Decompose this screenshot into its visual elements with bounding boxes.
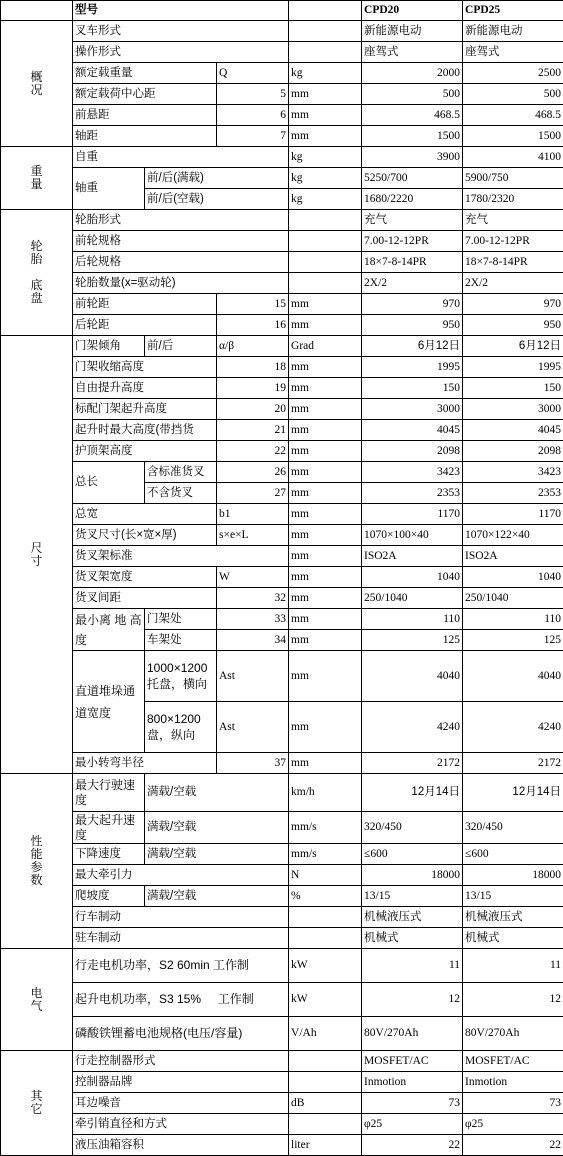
unit-cell: kW xyxy=(289,983,362,1017)
sub-label: 不含货叉 xyxy=(145,483,217,504)
table-row xyxy=(1,42,563,63)
unit-cell: mm xyxy=(289,753,362,774)
row-label: 行车制动 xyxy=(73,907,289,928)
row-label: 磷酸铁锂蓄电池规格(电压/容量) xyxy=(73,1017,289,1051)
value-cpd25: 1170 xyxy=(463,504,563,525)
value-cpd25: 12月14日 xyxy=(463,774,563,812)
value-cpd20: 80V/270Ah xyxy=(362,1017,463,1051)
row-label: 牵引销直径和方式 xyxy=(73,1114,289,1135)
value-cpd25: 3000 xyxy=(463,399,563,420)
unit-cell: mm xyxy=(289,126,362,147)
unit-cell xyxy=(289,231,362,252)
value-cpd20: 2353 xyxy=(362,483,463,504)
value-cpd20: 1170 xyxy=(362,504,463,525)
table-row xyxy=(1,210,563,231)
ref-number: 26 xyxy=(217,462,289,483)
value-cpd25: 2X/2 xyxy=(463,273,563,294)
value-cpd25: 110 xyxy=(463,609,563,630)
row-label: 行走控制器形式 xyxy=(73,1051,289,1072)
model-label: 型号 xyxy=(73,1,289,21)
section-other: 其 它 xyxy=(1,1051,73,1156)
unit-cell: kg xyxy=(289,189,362,210)
value-cpd25: ≤600 xyxy=(463,844,563,865)
value-cpd25: 320/450 xyxy=(463,812,563,844)
table-row xyxy=(1,147,563,168)
ref-number: 7 xyxy=(217,126,289,147)
row-label: 耳边噪音 xyxy=(73,1093,289,1114)
value-cpd20: 1500 xyxy=(362,126,463,147)
ref-number: 18 xyxy=(217,357,289,378)
sub-label: 1000×1200托盘，横向 xyxy=(145,651,217,702)
ref-number: 6 xyxy=(217,105,289,126)
value-cpd20: 970 xyxy=(362,294,463,315)
value-cpd20: 座驾式 xyxy=(362,42,463,63)
value-cpd20: 2098 xyxy=(362,441,463,462)
unit-cell: mm xyxy=(289,546,362,567)
value-cpd20: 150 xyxy=(362,378,463,399)
row-label: 最大起升速度 xyxy=(73,812,145,844)
table-row xyxy=(1,886,563,907)
table-row xyxy=(1,63,563,84)
unit-cell: mm xyxy=(289,294,362,315)
value-cpd25: 1500 xyxy=(463,126,563,147)
unit-cell: mm xyxy=(289,315,362,336)
table-row xyxy=(1,525,563,546)
value-cpd25: 80V/270Ah xyxy=(463,1017,563,1051)
unit-cell: mm xyxy=(289,630,362,651)
value-cpd20: ISO2A xyxy=(362,546,463,567)
model-cpd25: CPD25 xyxy=(463,1,563,21)
value-cpd20: 2000 xyxy=(362,63,463,84)
sub-label: 满载/空载 xyxy=(145,844,289,865)
row-label: 最大牵引力 xyxy=(73,865,289,886)
value-cpd20: 2172 xyxy=(362,753,463,774)
unit-cell: mm/s xyxy=(289,844,362,865)
ref-number: 32 xyxy=(217,588,289,609)
row-label: 货叉架宽度 xyxy=(73,567,217,588)
row-label: 自由提升高度 xyxy=(73,378,217,399)
unit-cell: mm xyxy=(289,702,362,753)
unit-cell xyxy=(289,21,362,42)
value-cpd25: 500 xyxy=(463,84,563,105)
value-cpd20: 500 xyxy=(362,84,463,105)
value-cpd20: 4040 xyxy=(362,651,463,702)
unit-cell xyxy=(289,210,362,231)
unit-cell: mm xyxy=(289,483,362,504)
value-cpd25: 机械式 xyxy=(463,928,563,949)
table-row xyxy=(1,399,563,420)
symbol-cell: Ast xyxy=(217,651,289,702)
value-cpd20: 110 xyxy=(362,609,463,630)
row-label: 后轮距 xyxy=(73,315,217,336)
row-label: 最大行驶速度 xyxy=(73,774,145,812)
table-row xyxy=(1,546,563,567)
value-cpd25: 2172 xyxy=(463,753,563,774)
unit-cell: km/h xyxy=(289,774,362,812)
ref-number: 20 xyxy=(217,399,289,420)
section-dimensions: 尺 寸 xyxy=(1,336,73,774)
row-label: 后轮规格 xyxy=(73,252,289,273)
ref-number: 16 xyxy=(217,315,289,336)
table-row xyxy=(1,441,563,462)
value-cpd20: ≤600 xyxy=(362,844,463,865)
row-label: 行走电机功率，S2 60min 工作制 xyxy=(73,949,289,983)
unit-cell: mm xyxy=(289,357,362,378)
value-cpd20: 1040 xyxy=(362,567,463,588)
value-cpd20: 12月14日 xyxy=(362,774,463,812)
table-row xyxy=(1,126,563,147)
row-label: 门架倾角 xyxy=(73,336,145,357)
value-cpd20: 4240 xyxy=(362,702,463,753)
unit-cell: mm xyxy=(289,378,362,399)
table-row xyxy=(1,168,563,189)
value-cpd25: 1040 xyxy=(463,567,563,588)
unit-cell xyxy=(289,42,362,63)
value-cpd25: 2500 xyxy=(463,63,563,84)
unit-cell: N xyxy=(289,865,362,886)
table-row xyxy=(1,774,563,812)
ref-number: 5 xyxy=(217,84,289,105)
row-label: 门架收缩高度 xyxy=(73,357,217,378)
table-row xyxy=(1,907,563,928)
value-cpd20: 320/450 xyxy=(362,812,463,844)
sub-label: 满载/空载 xyxy=(145,886,289,907)
sub-label: 车架处 xyxy=(145,630,217,651)
sub-label: 前/后(空载) xyxy=(145,189,289,210)
sub-label: 前/后 xyxy=(145,336,217,357)
table-row xyxy=(1,231,563,252)
unit-cell: kW xyxy=(289,949,362,983)
value-cpd25: 3423 xyxy=(463,462,563,483)
unit-cell: mm xyxy=(289,105,362,126)
table-row xyxy=(1,252,563,273)
unit-cell xyxy=(289,252,362,273)
table-row xyxy=(1,84,563,105)
sub-label: 满载/空载 xyxy=(145,774,289,812)
value-cpd25: MOSFET/AC xyxy=(463,1051,563,1072)
value-cpd20: 468.5 xyxy=(362,105,463,126)
row-label: 额定载重量 xyxy=(73,63,217,84)
value-cpd20: 1680/2220 xyxy=(362,189,463,210)
table-row xyxy=(1,1114,563,1135)
value-cpd25: ISO2A xyxy=(463,546,563,567)
unit-cell: mm xyxy=(289,441,362,462)
unit-cell: liter xyxy=(289,1135,362,1156)
value-cpd25: 4045 xyxy=(463,420,563,441)
ref-number: 27 xyxy=(217,483,289,504)
table-row xyxy=(1,983,563,1017)
blank-cell xyxy=(1,1,73,21)
value-cpd25: 150 xyxy=(463,378,563,399)
table-row xyxy=(1,651,563,702)
value-cpd20: 2X/2 xyxy=(362,273,463,294)
row-label: 总长 xyxy=(73,462,145,504)
table-row xyxy=(1,1135,563,1156)
ref-number: 33 xyxy=(217,609,289,630)
symbol-cell: Q xyxy=(217,63,289,84)
value-cpd25: 4040 xyxy=(463,651,563,702)
ref-number: 19 xyxy=(217,378,289,399)
unit-cell: mm xyxy=(289,420,362,441)
unit-cell: dB xyxy=(289,1093,362,1114)
table-row xyxy=(1,865,563,886)
value-cpd20: 3000 xyxy=(362,399,463,420)
unit-cell: mm/s xyxy=(289,812,362,844)
symbol-cell: W xyxy=(217,567,289,588)
unit-cell: mm xyxy=(289,588,362,609)
value-cpd20: 3900 xyxy=(362,147,463,168)
value-cpd25: 73 xyxy=(463,1093,563,1114)
symbol-cell: s×e×L xyxy=(217,525,289,546)
row-label: 前轮距 xyxy=(73,294,217,315)
sub-label: 800×1200盘，纵向 xyxy=(145,702,217,753)
value-cpd25: 125 xyxy=(463,630,563,651)
sub-label: 前/后(满载) xyxy=(145,168,289,189)
row-label: 最小离 地 高度 xyxy=(73,609,145,651)
unit-cell: mm xyxy=(289,651,362,702)
unit-cell: mm xyxy=(289,504,362,525)
unit-cell: mm xyxy=(289,609,362,630)
row-label: 控制器品牌 xyxy=(73,1072,289,1093)
table-row xyxy=(1,315,563,336)
model-cpd20: CPD20 xyxy=(362,1,463,21)
ref-number: 21 xyxy=(217,420,289,441)
section-overview: 概 况 xyxy=(1,21,73,147)
value-cpd25: 新能源电动 xyxy=(463,21,563,42)
unit-cell xyxy=(289,273,362,294)
value-cpd25: 970 xyxy=(463,294,563,315)
unit-cell: kg xyxy=(289,147,362,168)
value-cpd20: 机械液压式 xyxy=(362,907,463,928)
row-label: 货叉间距 xyxy=(73,588,217,609)
table-row xyxy=(1,812,563,844)
blank-cell xyxy=(289,1,362,21)
unit-cell: Grad xyxy=(289,336,362,357)
value-cpd25: φ25 xyxy=(463,1114,563,1135)
table-row xyxy=(1,420,563,441)
row-label: 额定载荷中心距 xyxy=(73,84,217,105)
symbol-cell: b1 xyxy=(217,504,289,525)
value-cpd20: MOSFET/AC xyxy=(362,1051,463,1072)
value-cpd25: 11 xyxy=(463,949,563,983)
unit-cell: mm xyxy=(289,462,362,483)
value-cpd25: 机械液压式 xyxy=(463,907,563,928)
row-label: 轴重 xyxy=(73,168,145,210)
row-label: 护顶架高度 xyxy=(73,441,217,462)
unit-cell: mm xyxy=(289,525,362,546)
row-label: 总宽 xyxy=(73,504,217,525)
row-label: 前轮规格 xyxy=(73,231,289,252)
row-label: 起升时最大高度(带挡货 xyxy=(73,420,217,441)
section-performance: 性 能 参 数 xyxy=(1,774,73,949)
table-row xyxy=(1,105,563,126)
unit-cell xyxy=(289,1072,362,1093)
value-cpd20: 13/15 xyxy=(362,886,463,907)
table-row xyxy=(1,504,563,525)
symbol-cell: Ast xyxy=(217,702,289,753)
section-weight: 重 量 xyxy=(1,147,73,210)
unit-cell: mm xyxy=(289,84,362,105)
table-row xyxy=(1,462,563,483)
value-cpd25: 22 xyxy=(463,1135,563,1156)
sub-label: 含标准货叉 xyxy=(145,462,217,483)
value-cpd25: 座驾式 xyxy=(463,42,563,63)
value-cpd20: 11 xyxy=(362,949,463,983)
value-cpd20: 125 xyxy=(362,630,463,651)
value-cpd25: 468.5 xyxy=(463,105,563,126)
row-label: 标配门架起升高度 xyxy=(73,399,217,420)
row-label: 自重 xyxy=(73,147,289,168)
table-row xyxy=(1,609,563,630)
table-row xyxy=(1,336,563,357)
table-row xyxy=(1,357,563,378)
row-label: 叉车形式 xyxy=(73,21,289,42)
value-cpd25: 1070×122×40 xyxy=(463,525,563,546)
sub-label: 满载/空载 xyxy=(145,812,289,844)
unit-cell: % xyxy=(289,886,362,907)
unit-cell: kg xyxy=(289,63,362,84)
value-cpd25: 18×7-8-14PR xyxy=(463,252,563,273)
table-row xyxy=(1,949,563,983)
table-row xyxy=(1,1093,563,1114)
value-cpd20: 250/1040 xyxy=(362,588,463,609)
value-cpd20: 73 xyxy=(362,1093,463,1114)
value-cpd25: 4100 xyxy=(463,147,563,168)
table-row xyxy=(1,928,563,949)
row-label: 操作形式 xyxy=(73,42,289,63)
value-cpd25: 12 xyxy=(463,983,563,1017)
ref-number: 37 xyxy=(217,753,289,774)
row-label: 货叉架标准 xyxy=(73,546,289,567)
table-row xyxy=(1,844,563,865)
table-row xyxy=(1,273,563,294)
unit-cell xyxy=(289,1051,362,1072)
table-row xyxy=(1,753,563,774)
unit-cell: V/Ah xyxy=(289,1017,362,1051)
value-cpd25: 1780/2320 xyxy=(463,189,563,210)
value-cpd20: 12 xyxy=(362,983,463,1017)
row-label: 液压油箱容积 xyxy=(73,1135,289,1156)
row-label: 驻车制动 xyxy=(73,928,289,949)
table-row xyxy=(1,1051,563,1072)
value-cpd25: 18000 xyxy=(463,865,563,886)
value-cpd25: Inmotion xyxy=(463,1072,563,1093)
unit-cell: mm xyxy=(289,567,362,588)
row-label: 货叉尺寸(长×宽×厚) xyxy=(73,525,217,546)
ref-number: 22 xyxy=(217,441,289,462)
value-cpd20: 机械式 xyxy=(362,928,463,949)
value-cpd20: 4045 xyxy=(362,420,463,441)
value-cpd25: 950 xyxy=(463,315,563,336)
value-cpd20: 22 xyxy=(362,1135,463,1156)
value-cpd20: 18000 xyxy=(362,865,463,886)
table-row xyxy=(1,567,563,588)
value-cpd25: 2353 xyxy=(463,483,563,504)
value-cpd20: 18×7-8-14PR xyxy=(362,252,463,273)
row-label: 下降速度 xyxy=(73,844,145,865)
value-cpd20: 950 xyxy=(362,315,463,336)
value-cpd20: 5250/700 xyxy=(362,168,463,189)
ref-number: 34 xyxy=(217,630,289,651)
row-label: 轮胎形式 xyxy=(73,210,289,231)
row-label: 爬坡度 xyxy=(73,886,145,907)
table-row xyxy=(1,1017,563,1051)
value-cpd20: 3423 xyxy=(362,462,463,483)
section-tires: 轮 胎 底 盘 xyxy=(1,210,73,336)
value-cpd25: 充气 xyxy=(463,210,563,231)
value-cpd20: φ25 xyxy=(362,1114,463,1135)
value-cpd25: 1995 xyxy=(463,357,563,378)
value-cpd25: 13/15 xyxy=(463,886,563,907)
row-label: 前悬距 xyxy=(73,105,217,126)
table-row xyxy=(1,21,563,42)
unit-cell xyxy=(289,1114,362,1135)
row-label: 最小转弯半径 xyxy=(73,753,217,774)
value-cpd25: 250/1040 xyxy=(463,588,563,609)
unit-cell: mm xyxy=(289,399,362,420)
value-cpd20: Inmotion xyxy=(362,1072,463,1093)
header-row xyxy=(1,1,563,21)
row-label: 轮胎数量(x=驱动轮) xyxy=(73,273,289,294)
unit-cell: kg xyxy=(289,168,362,189)
value-cpd25: 4240 xyxy=(463,702,563,753)
table-row xyxy=(1,294,563,315)
value-cpd20: 1995 xyxy=(362,357,463,378)
row-label: 直道堆垛通道宽度 xyxy=(73,651,145,753)
value-cpd20: 充气 xyxy=(362,210,463,231)
table-row xyxy=(1,378,563,399)
section-electric: 电 气 xyxy=(1,949,73,1051)
unit-cell xyxy=(289,928,362,949)
value-cpd25: 7.00-12-12PR xyxy=(463,231,563,252)
value-cpd25: 6月12日 xyxy=(463,336,563,357)
symbol-cell: α/β xyxy=(217,336,289,357)
value-cpd20: 7.00-12-12PR xyxy=(362,231,463,252)
value-cpd25: 5900/750 xyxy=(463,168,563,189)
value-cpd20: 6月12日 xyxy=(362,336,463,357)
table-row xyxy=(1,1072,563,1093)
value-cpd20: 新能源电动 xyxy=(362,21,463,42)
row-label: 轴距 xyxy=(73,126,217,147)
ref-number: 15 xyxy=(217,294,289,315)
row-label: 起升电机功率，S3 15% 工作制 xyxy=(73,983,289,1017)
value-cpd20: 1070×100×40 xyxy=(362,525,463,546)
table-row xyxy=(1,588,563,609)
sub-label: 门架处 xyxy=(145,609,217,630)
unit-cell xyxy=(289,907,362,928)
value-cpd25: 2098 xyxy=(463,441,563,462)
